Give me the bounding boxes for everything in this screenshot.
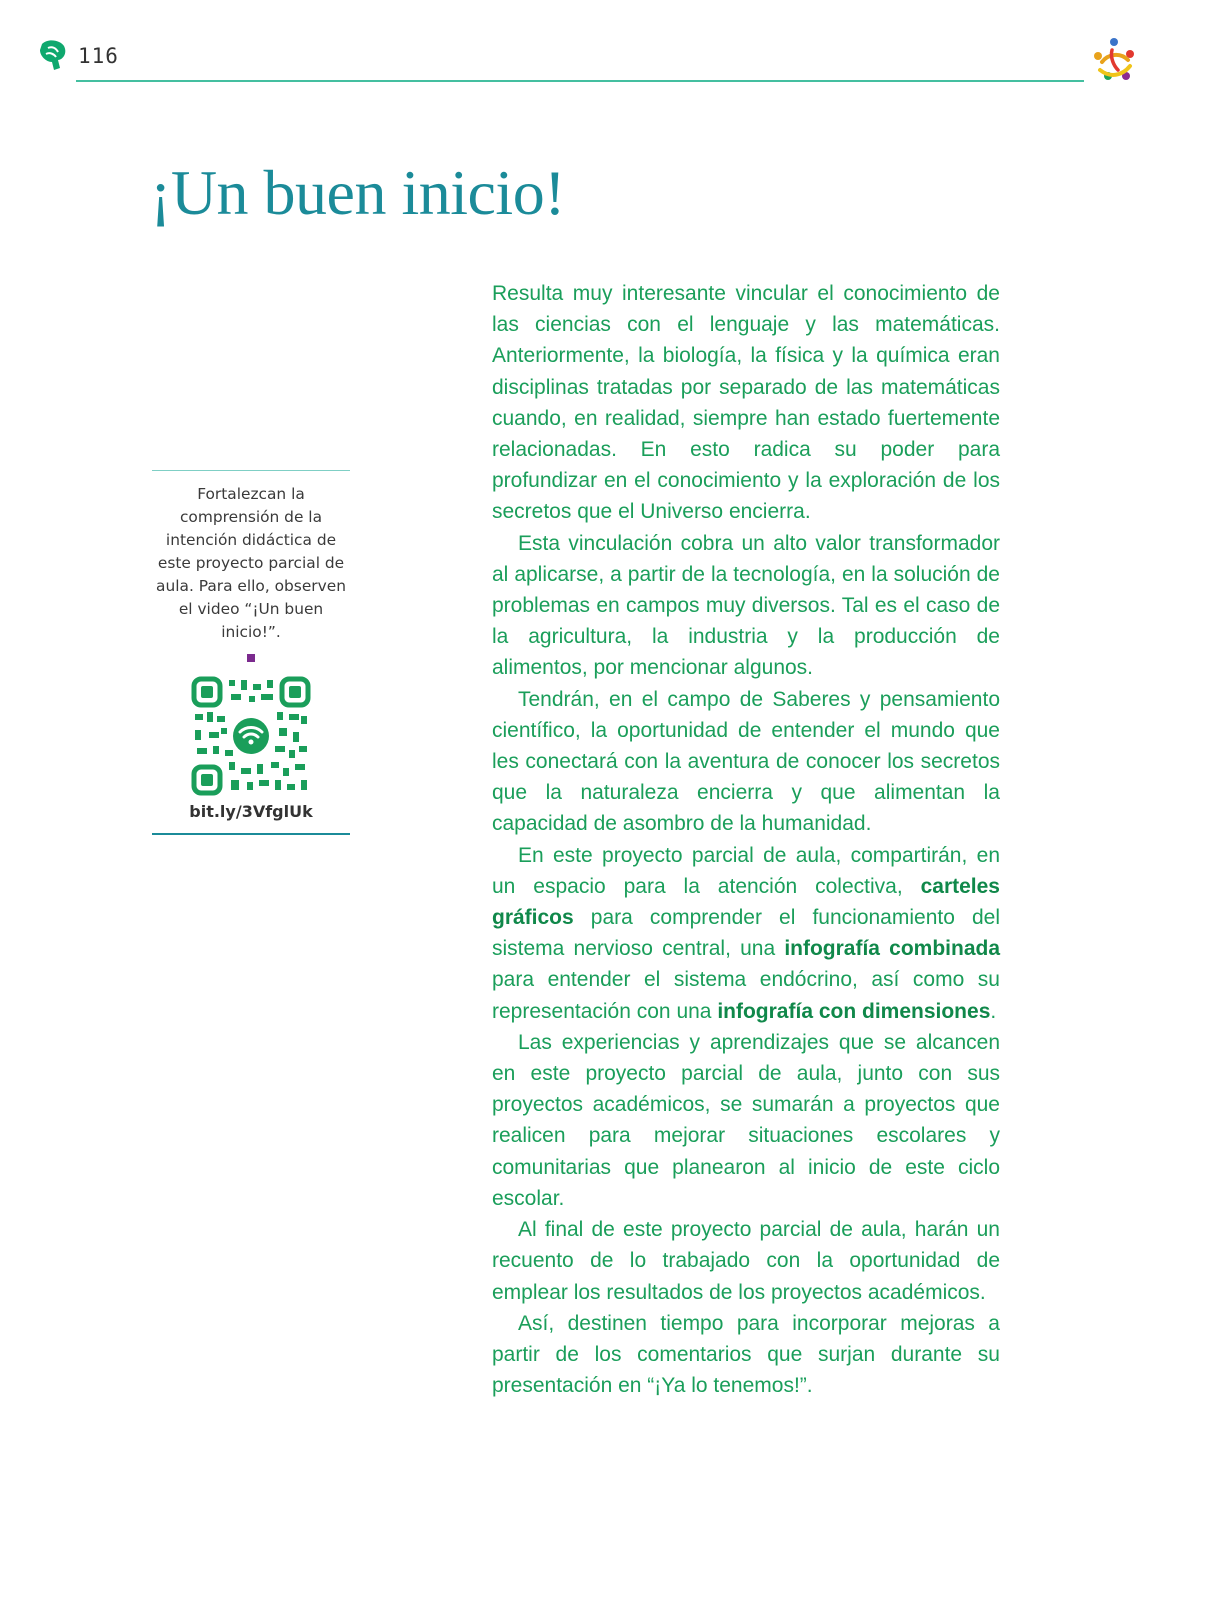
paragraph-2: Esta vinculación cobra un alto valor transformador al aplicarse, a partir de la tecnología, en la solución de problemas en campos muy diversos. Tal es el caso de la agricultura, la industria y la producción de alimentos, por mencionar algunos. (492, 531, 1000, 680)
paragraph-5: Las experiencias y aprendizajes que se alcancen en este proyecto parcial de aula, junto con sus proyectos académicos, se sumarán a proyectos que realicen para mejorar situaciones escolares y comunitarias que planearon al inicio de este ciclo escolar. (492, 1030, 1000, 1210)
infografia-combinada-term: infografía combinada (784, 937, 1001, 961)
sidebar-text: Fortalezcan la comprensión de la intención didáctica de este proyecto parcial de aula. Para ello, observen el video “¡Un buen inicio!”. (156, 485, 346, 641)
qr-link[interactable]: bit.ly/3VfglUk (189, 802, 313, 821)
video-sidebar (152, 470, 350, 835)
infografia-dimensiones-term: infografía con dimensiones (717, 999, 991, 1023)
paragraph-4-text: . (990, 999, 997, 1023)
paragraph-4-text: En este proyecto parcial de aula, compartirán, en un espacio para la atención colectiva, (492, 843, 1000, 898)
paragraph-3: Tendrán, en el campo de Saberes y pensamiento científico, la oportunidad de entender el mundo que les conectará con la aventura de conocer los secretos que la naturaleza encierra y que alimentan la capacidad de asombro de la humanidad. (492, 687, 1000, 836)
paragraph-4-text: para comprender el funcionamiento del sistema nervioso central, una (492, 906, 1000, 961)
paragraph-6: Al final de este proyecto parcial de aula, harán un recuento de lo trabajado con la oportunidad de emplear los resultados de los proyectos académicos. (492, 1218, 1000, 1304)
paragraph-4-text: para entender el sistema endócrino, así como su representación con una (492, 968, 1000, 1023)
carteles-graficos-term: carteles gráficos (492, 874, 1000, 930)
qr-code-icon[interactable] (191, 676, 311, 796)
purple-marker (247, 654, 255, 662)
paragraph-7: Así, destinen tiempo para incorporar mejoras a partir de los comentarios que surjan durante su presentación en “¡Ya lo tenemos!”. (492, 1311, 1000, 1398)
colorful-people-circle-icon (1088, 36, 1140, 86)
paragraph-4 (492, 840, 1000, 1027)
header-rule (76, 80, 1084, 82)
page-title: ¡Un buen inicio! (150, 157, 565, 228)
paragraph-1: Resulta muy interesante vincular el conocimiento de las ciencias con el lenguaje y las matemáticas. Anteriormente, la biología, la física y la química eran disciplinas tratadas por separado de las matemáticas cuando, en realidad, siempre han estado fuertemente relacionadas. En esto radica su poder para profundizar en el conocimiento y la exploración de los secretos que el Universo encierra. (492, 282, 1000, 524)
body-text (492, 278, 1000, 1401)
green-leaf-icon (38, 38, 68, 72)
page-number: 116 (78, 44, 119, 68)
